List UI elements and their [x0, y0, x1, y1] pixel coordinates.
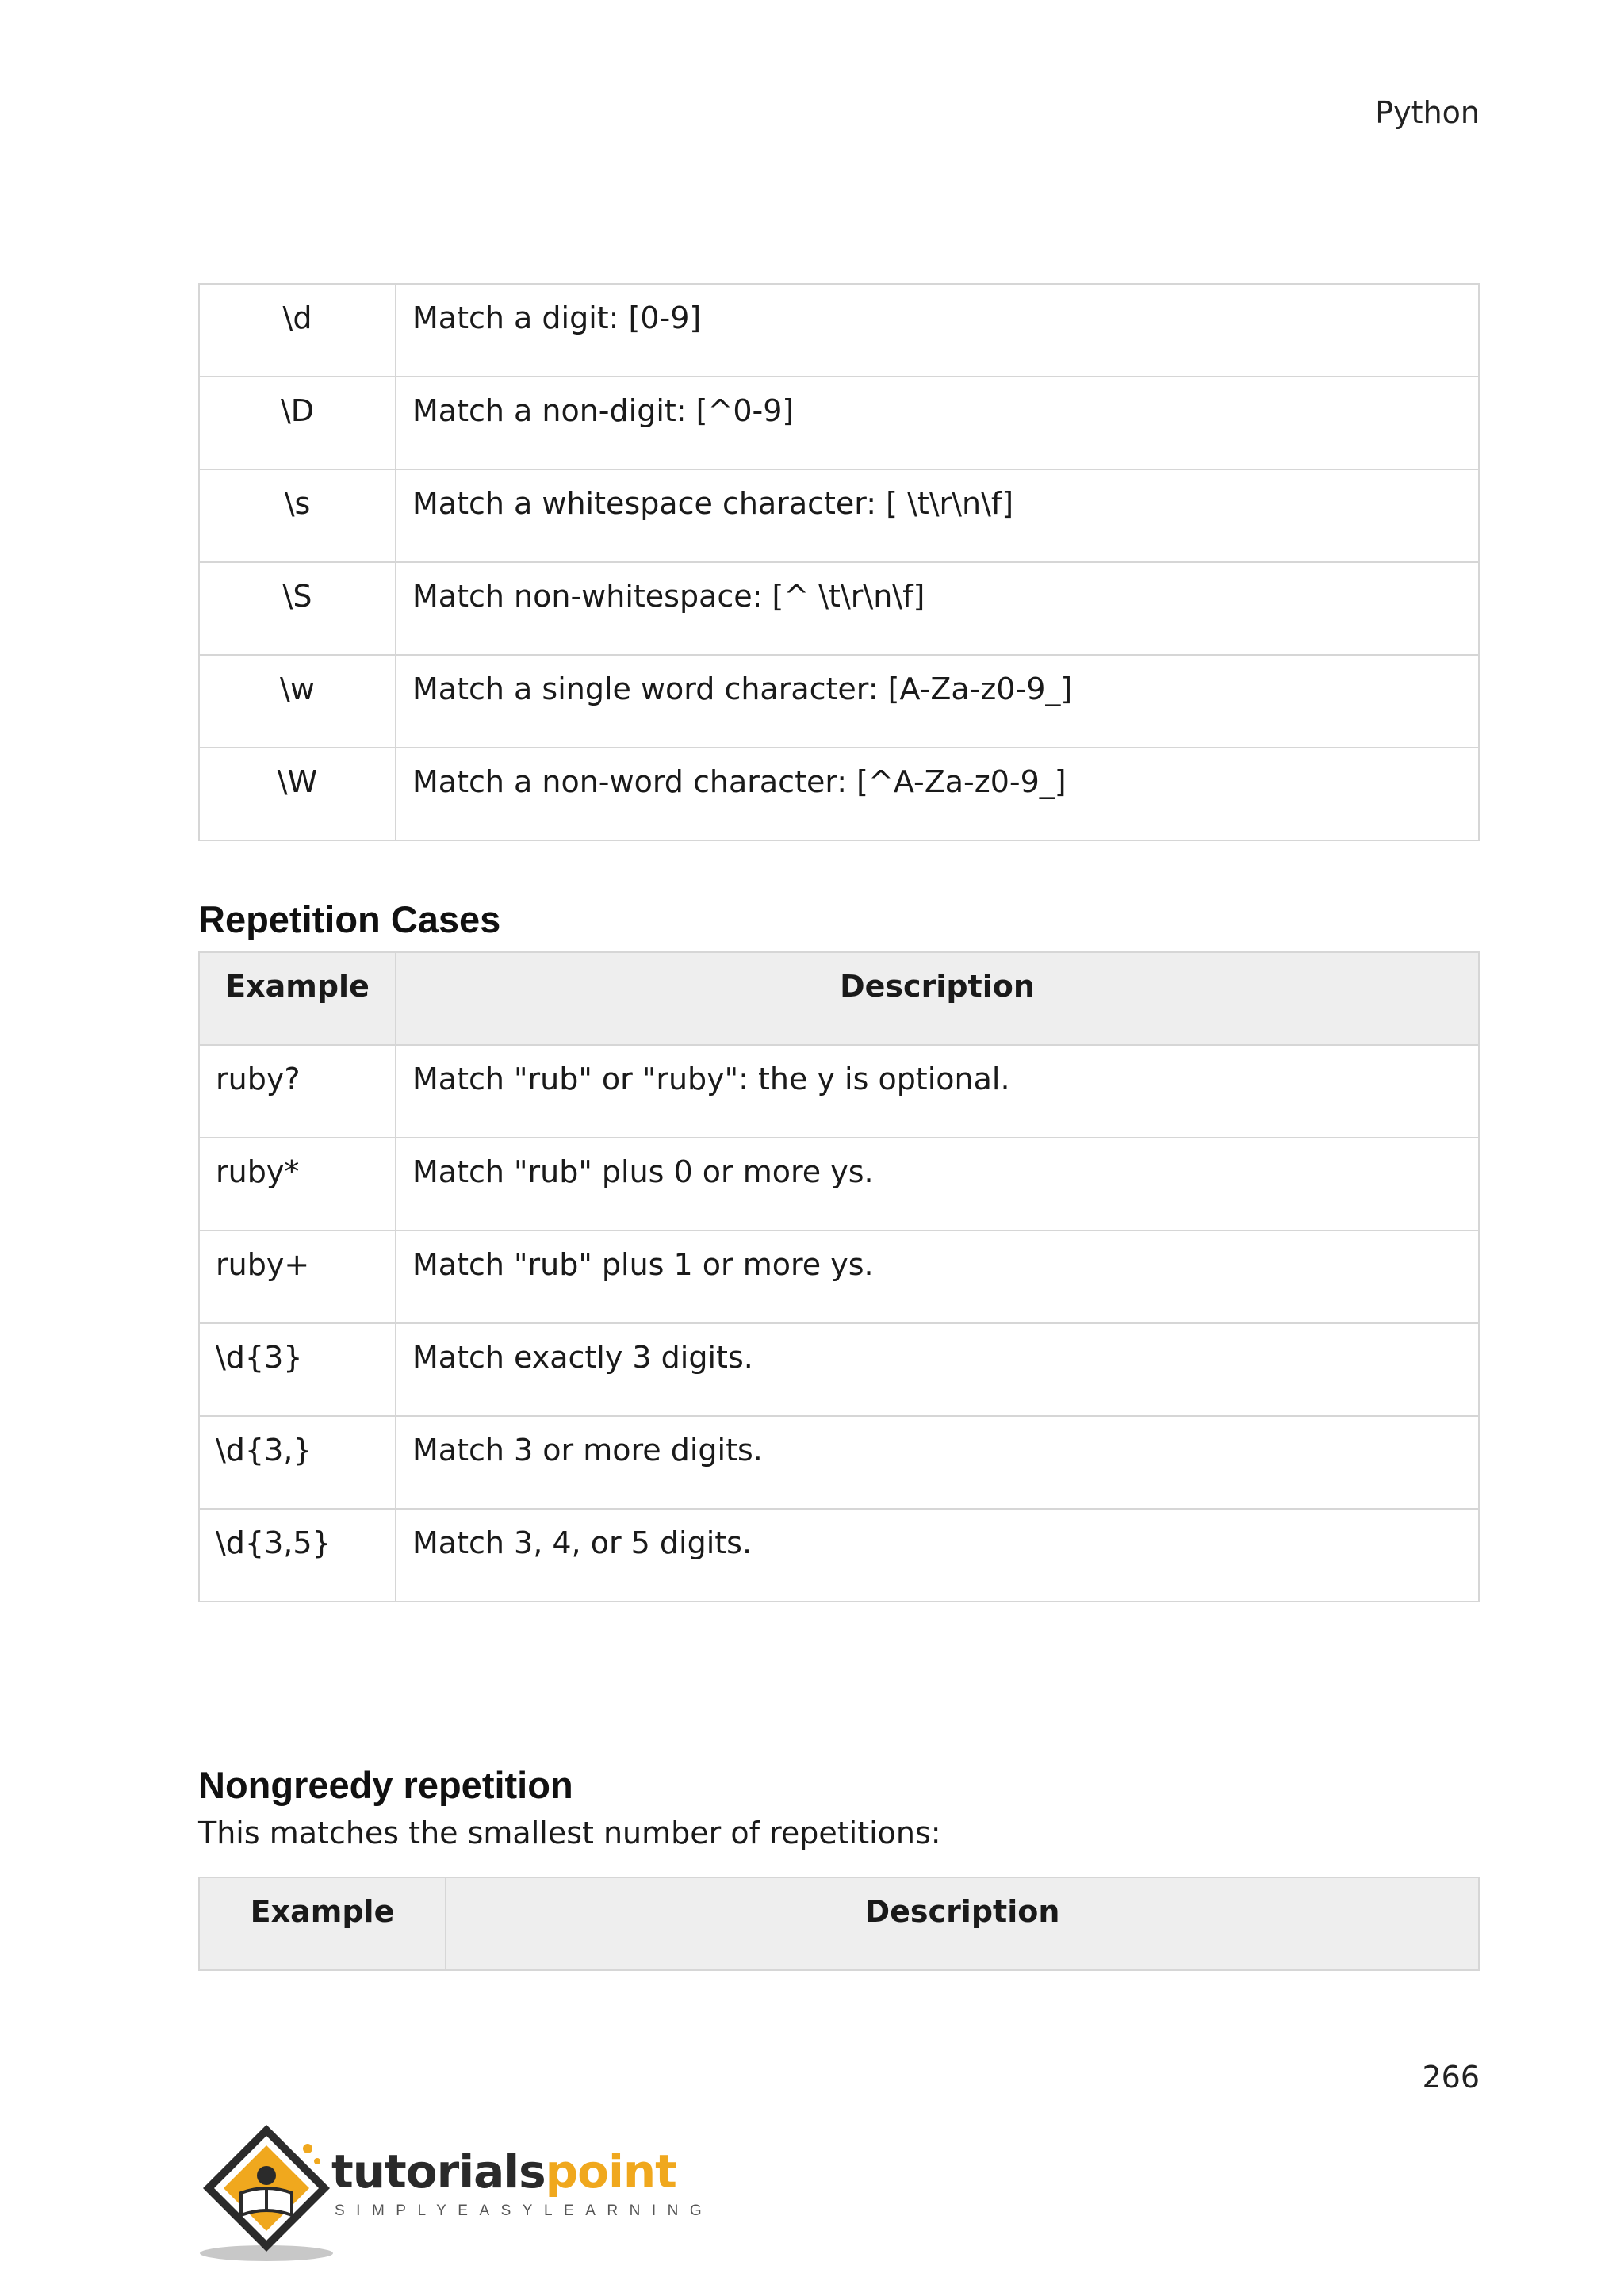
repetition-table — [198, 951, 1480, 1602]
description-cell: Match "rub" plus 0 or more ys. — [396, 1138, 1479, 1230]
example-cell: ruby+ — [199, 1230, 396, 1323]
description-cell: Match 3 or more digits. — [396, 1416, 1479, 1509]
description-cell: Match 3, 4, or 5 digits. — [396, 1509, 1479, 1601]
example-cell: \s — [199, 469, 396, 562]
description-cell: Match a digit: [0-9] — [396, 284, 1479, 377]
section-heading-nongreedy: Nongreedy repetition — [198, 1764, 573, 1806]
column-header-description: Description — [396, 952, 1479, 1045]
description-cell: Match a non-word character: [^A-Za-z0-9_] — [396, 748, 1479, 840]
example-cell: \d{3,} — [199, 1416, 396, 1509]
page-number: 266 — [1422, 2060, 1480, 2095]
table-header-row — [199, 952, 1479, 1045]
table-row — [199, 1323, 1479, 1416]
table-row — [199, 562, 1479, 655]
example-cell: \d — [199, 284, 396, 377]
column-header-example: Example — [199, 952, 396, 1045]
table-row — [199, 1416, 1479, 1509]
description-cell: Match non-whitespace: [^ \t\r\n\f] — [396, 562, 1479, 655]
table-row — [199, 655, 1479, 748]
example-cell: \w — [199, 655, 396, 748]
example-cell: \S — [199, 562, 396, 655]
table-row — [199, 1230, 1479, 1323]
logo-tagline: SIMPLYEASYLEARNING — [335, 2202, 714, 2219]
running-header: Python — [1375, 95, 1480, 130]
character-class-table — [198, 283, 1480, 841]
description-cell: Match "rub" plus 1 or more ys. — [396, 1230, 1479, 1323]
table-row — [199, 1138, 1479, 1230]
column-header-example: Example — [199, 1877, 446, 1970]
table-row — [199, 469, 1479, 562]
table-row — [199, 748, 1479, 840]
logo-wordmark: tutorialspoint — [331, 2145, 676, 2198]
column-header-description: Description — [446, 1877, 1479, 1970]
table-row — [199, 1045, 1479, 1138]
table-row — [199, 377, 1479, 469]
example-cell: \d{3} — [199, 1323, 396, 1416]
tutorialspoint-logo — [195, 2117, 714, 2263]
description-cell: Match a non-digit: [^0-9] — [396, 377, 1479, 469]
description-cell: Match exactly 3 digits. — [396, 1323, 1479, 1416]
description-cell: Match a whitespace character: [ \t\r\n\f] — [396, 469, 1479, 562]
section-heading-repetition: Repetition Cases — [198, 898, 501, 940]
table-header-row — [199, 1877, 1479, 1970]
example-cell: \D — [199, 377, 396, 469]
table-row — [199, 284, 1479, 377]
description-cell: Match "rub" or "ruby": the y is optional. — [396, 1045, 1479, 1138]
nongreedy-table — [198, 1877, 1480, 1971]
example-cell: \W — [199, 748, 396, 840]
table-row — [199, 1509, 1479, 1601]
example-cell: ruby* — [199, 1138, 396, 1230]
section-intro-text: This matches the smallest number of repetitions: — [198, 1816, 941, 1850]
description-cell: Match a single word character: [A-Za-z0-9_] — [396, 655, 1479, 748]
example-cell: \d{3,5} — [199, 1509, 396, 1601]
logo-emblem-icon — [195, 2117, 338, 2263]
example-cell: ruby? — [199, 1045, 396, 1138]
